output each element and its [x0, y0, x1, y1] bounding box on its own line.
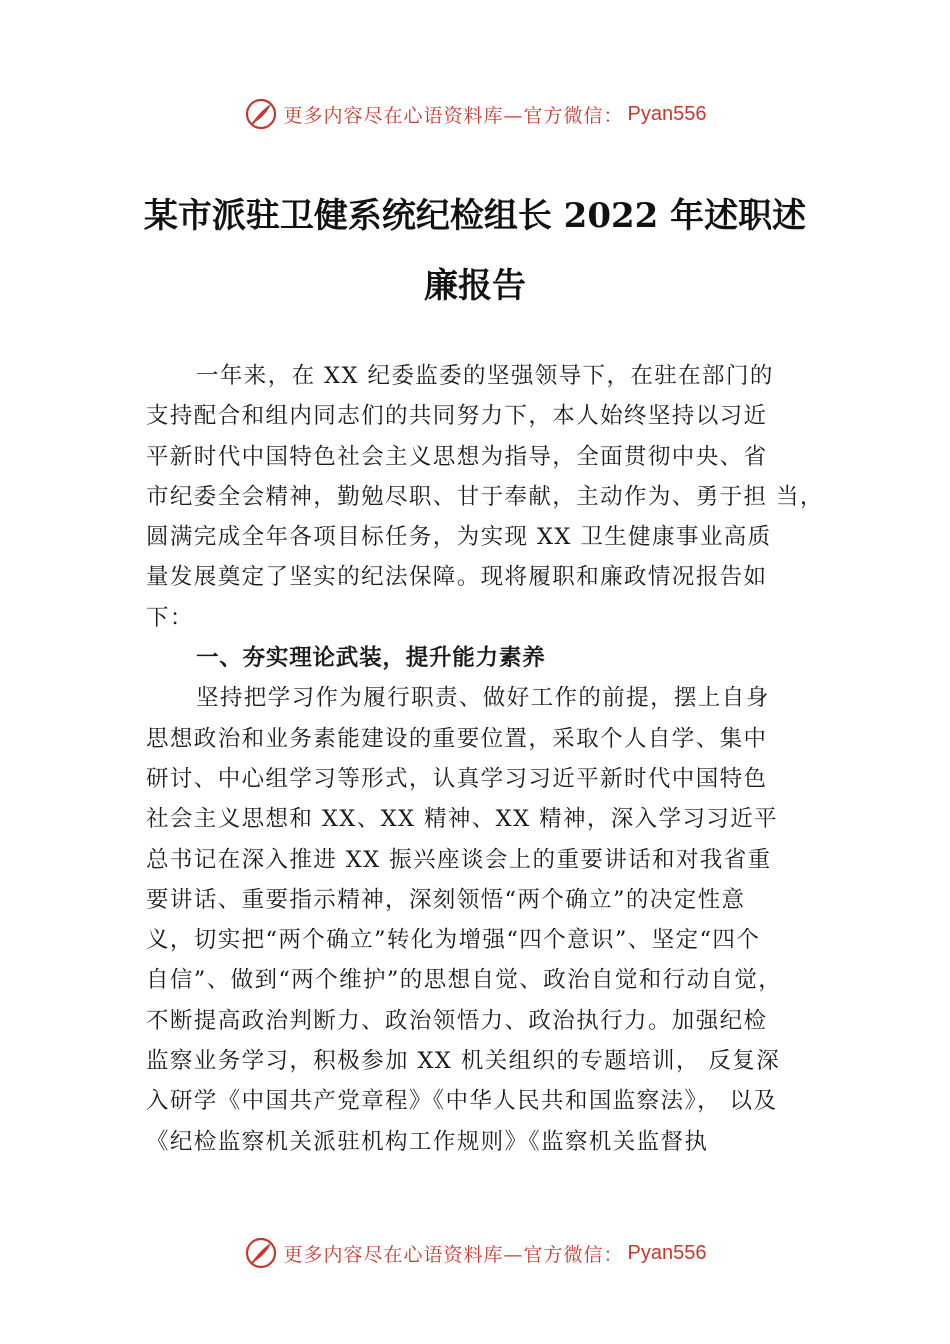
pen-quill-logo-icon: [244, 97, 278, 131]
header-watermark-banner: [0, 94, 950, 134]
paragraph-line: 《纪检监察机关派驻机构工作规则》《监察机关监督执: [146, 1128, 709, 1155]
paragraph-line: 义，切实把“两个确立”转化为增强“四个意识”、坚定“四个: [146, 927, 761, 954]
document-body: [146, 356, 836, 1162]
banner-text: 更多内容尽在心语资料库—官方微信：: [283, 104, 624, 127]
pen-quill-logo-icon: [244, 1236, 278, 1270]
paragraph-line: 社会主义思想和 XX、XX 精神、XX 精神，深入学习习近平: [146, 806, 779, 833]
paragraph-line: 平新时代中国特色社会主义思想为指导，全面贯彻中央、省: [146, 443, 768, 470]
paragraph-line: 市纪委全会精神，勤勉尽职、甘于奉献，主动作为、勇于担 当，: [146, 483, 824, 510]
paragraph-line: 研讨、中心组学习等形式，认真学习习近平新时代中国特色: [146, 765, 768, 792]
paragraph-line: 总书记在深入推进 XX 振兴座谈会上的重要讲话和对我省重: [146, 846, 772, 873]
footer-watermark-banner: [0, 1233, 950, 1273]
banner-wechat-id: Pyan556: [627, 1241, 707, 1264]
paragraph-line: 下：: [146, 604, 194, 631]
document-title-line-2: 廉报告: [424, 266, 526, 306]
paragraph-line: 入研学《中国共产党章程》《中华人民共和国监察法》， 以及: [146, 1088, 778, 1115]
section-heading: 一、夯实理论武装，提升能力素养: [196, 645, 546, 672]
paragraph-line: 量发展奠定了坚实的纪法保障。现将履职和廉政情况报告如: [146, 564, 768, 591]
paragraph-line: 坚持把学习作为履行职责、做好工作的前提，摆上自身: [196, 685, 770, 712]
paragraph-line: 支持配合和组内同志们的共同努力下，本人始终坚持以习近: [146, 403, 768, 430]
paragraph-line: 圆满完成全年各项目标任务，为实现 XX 卫生健康事业高质: [146, 524, 772, 551]
paragraph-line: 监察业务学习，积极参加 XX 机关组织的专题培训， 反复深: [146, 1048, 781, 1075]
paragraph-line: 不断提高政治判断力、政治领悟力、政治执行力。加强纪检: [146, 1007, 768, 1034]
paragraph-line: 要讲话、重要指示精神，深刻领悟“两个确立”的决定性意: [146, 886, 746, 913]
paragraph-line: 自信”、做到“两个维护”的思想自觉、政治自觉和行动自觉，: [146, 967, 783, 994]
paragraph-line: 一年来，在 XX 纪委监委的坚强领导下，在驻在部门的: [196, 363, 774, 389]
document-title-line-1: 某市派驻卫健系统纪检组长 2022 年述职述: [143, 196, 807, 236]
banner-wechat-id: Pyan556: [627, 102, 707, 125]
paragraph-line: 思想政治和业务素能建设的重要位置，采取个人自学、集中: [146, 725, 768, 752]
banner-text: 更多内容尽在心语资料库—官方微信：: [283, 1243, 624, 1266]
